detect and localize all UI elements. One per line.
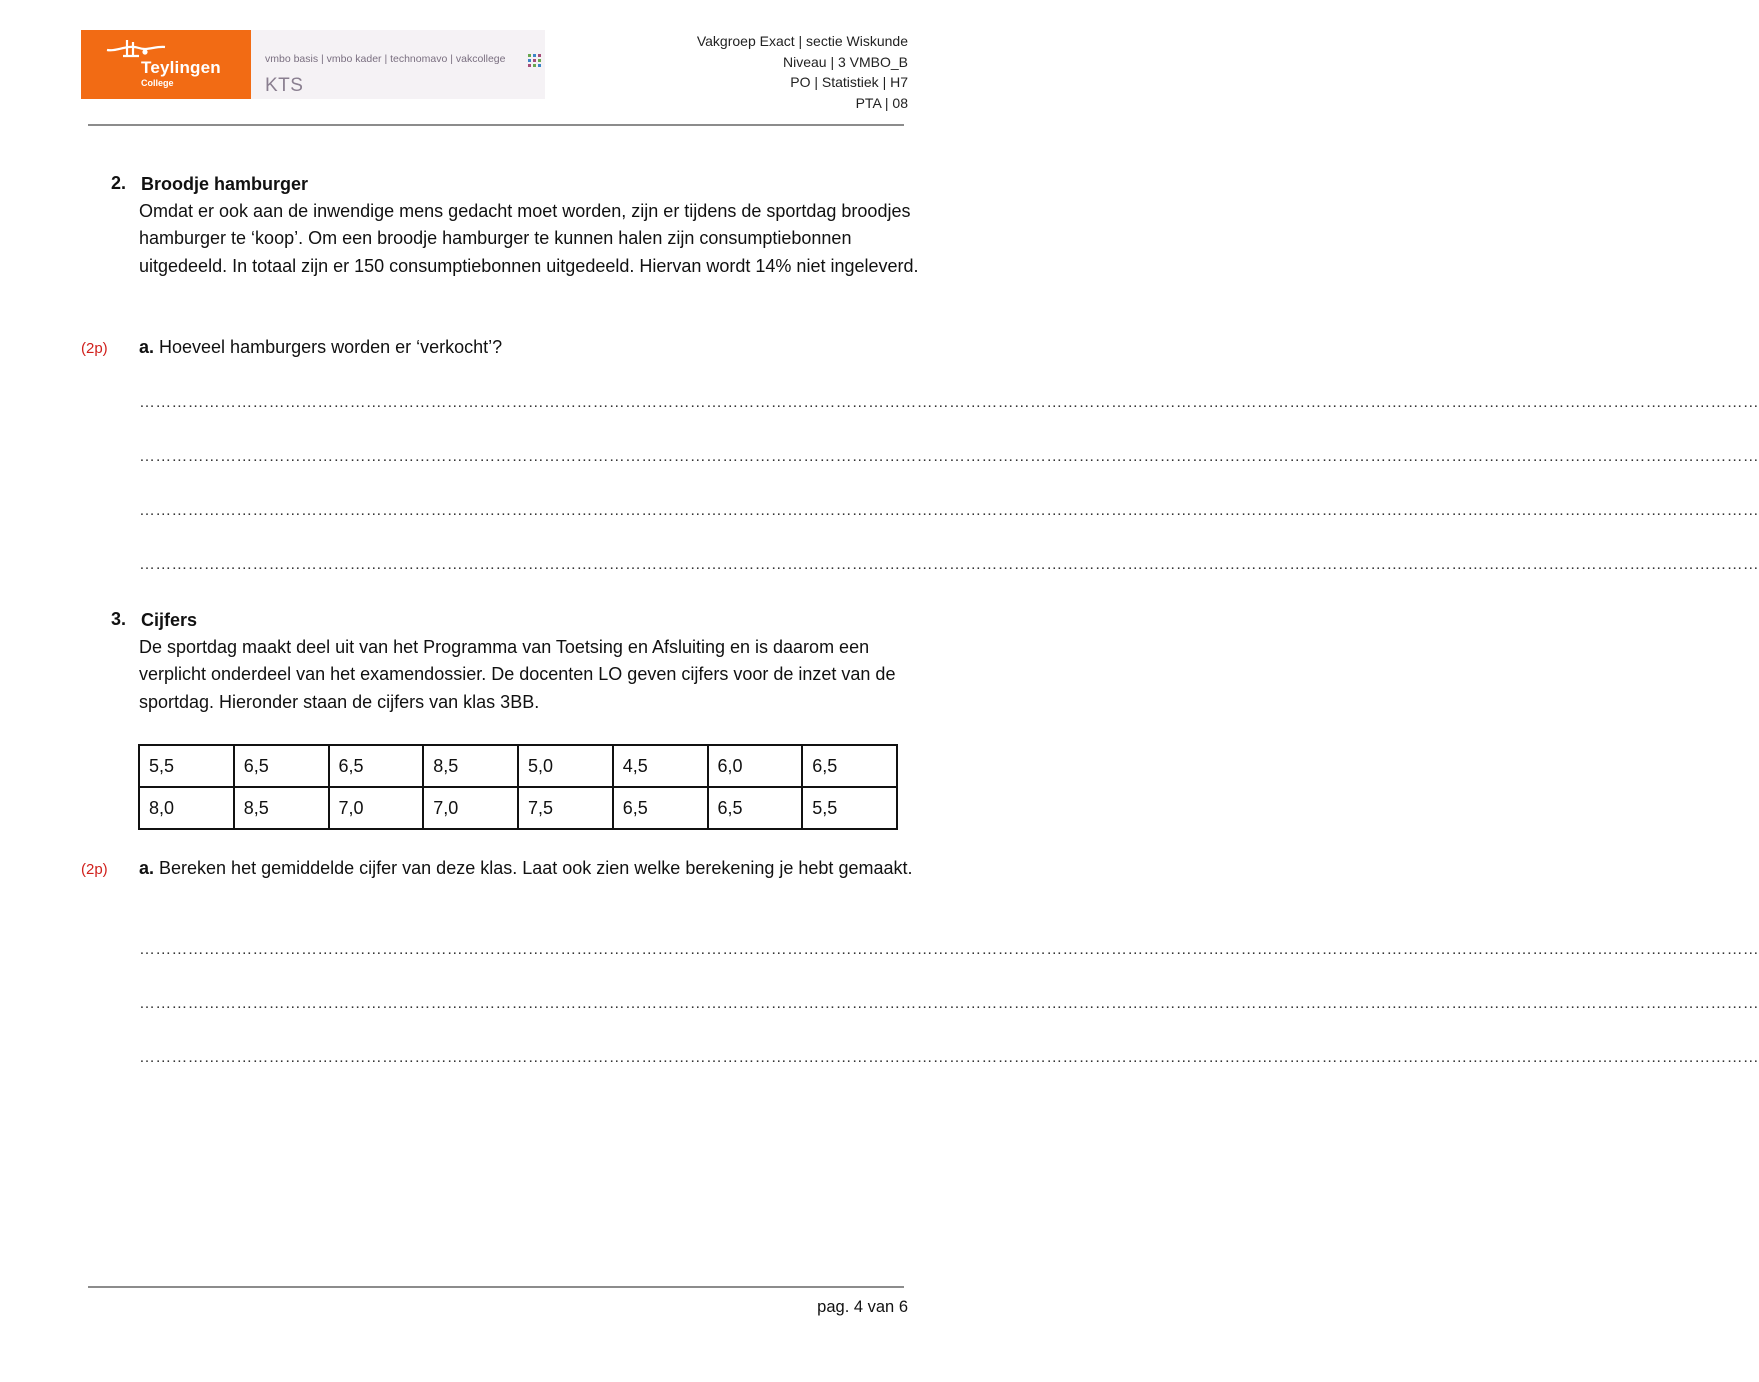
answer-line[interactable]: ………………………………………………………………………………………………………………………………………………………………………………………………………………………………………………………………………… <box>139 995 1759 1012</box>
grade-cell: 8,0 <box>139 787 234 829</box>
table-row <box>139 787 897 829</box>
grade-cell: 6,5 <box>613 787 708 829</box>
grade-cell: 6,5 <box>234 745 329 787</box>
meta-line: PTA | 08 <box>855 94 908 111</box>
answer-line[interactable]: ………………………………………………………………………………………………………………………………………………………………………………………………………………………………………………………………………… <box>139 448 1759 465</box>
question-number: 2. <box>111 173 127 193</box>
answer-line[interactable]: ………………………………………………………………………………………………………………………………………………………………………………………………………………………………………………………………………… <box>139 941 1759 958</box>
grade-cell: 6,5 <box>329 745 424 787</box>
answer-line[interactable]: ………………………………………………………………………………………………………………………………………………………………………………………………………………………………………………………………………… <box>139 394 1759 411</box>
header-meta <box>697 31 908 113</box>
question-title: Cijfers <box>141 610 198 630</box>
grade-cell: 7,5 <box>518 787 613 829</box>
meta-line: PO | Statistiek | H7 <box>790 74 908 91</box>
grade-cell: 8,5 <box>423 745 518 787</box>
grade-cell: 7,0 <box>423 787 518 829</box>
grade-cell: 4,5 <box>613 745 708 787</box>
meta-line: Niveau | 3 VMBO_B <box>782 53 908 70</box>
band-kts: KTS <box>265 75 304 96</box>
school-logo <box>81 30 251 99</box>
logo-name: Teylingen <box>141 58 221 77</box>
grade-cell: 6,5 <box>708 787 803 829</box>
grades-table <box>138 744 898 830</box>
answer-line[interactable]: ………………………………………………………………………………………………………………………………………………………………………………………………………………………………………………………………………… <box>139 556 1759 573</box>
answer-line[interactable]: ………………………………………………………………………………………………………………………………………………………………………………………………………………………………………………………………………… <box>139 1049 1759 1066</box>
points-label: (2p) <box>81 340 108 357</box>
sub-question-label: a. <box>139 858 155 878</box>
grade-cell: 6,5 <box>802 745 897 787</box>
grade-cell: 7,0 <box>329 787 424 829</box>
logo-sub: College <box>141 78 174 88</box>
header-divider <box>88 124 904 126</box>
points-label: (2p) <box>81 861 108 878</box>
sub-question <box>139 855 919 882</box>
question-title: Broodje hamburger <box>141 174 309 194</box>
teylingen-castle-icon <box>105 38 167 60</box>
grade-cell: 6,0 <box>708 745 803 787</box>
school-band <box>251 30 545 99</box>
grade-cell: 5,0 <box>518 745 613 787</box>
sub-question-text: Bereken het gemiddelde cijfer van deze klas. Laat ook zien welke berekening je hebt gemaakt. <box>154 858 913 878</box>
sub-question-text: Hoeveel hamburgers worden er ‘verkocht’? <box>154 337 503 357</box>
sub-question-label: a. <box>139 337 155 357</box>
table-row <box>139 745 897 787</box>
question-number: 3. <box>111 609 127 629</box>
question-body: Omdat er ook aan de inwendige mens gedacht moet worden, zijn er tijdens de sportdag broodjes hamburger te ‘koop’. Om een broodje hamburger te kunnen halen zijn consumptiebonnen uitgedeeld. In totaal zijn er 150 consumptiebonnen uitgedeeld. Hiervan wordt 14% niet ingeleverd. <box>139 201 919 276</box>
page-number: pag. 4 van 6 <box>817 1298 908 1316</box>
band-tagline: vmbo basis | vmbo kader | technomavo | vakcollege <box>265 53 506 65</box>
grade-cell: 5,5 <box>139 745 234 787</box>
dot-grid-icon <box>528 54 541 67</box>
grade-cell: 8,5 <box>234 787 329 829</box>
sub-question <box>139 334 919 361</box>
footer-divider <box>88 1286 904 1288</box>
meta-line: Vakgroep Exact | sectie Wiskunde <box>696 33 908 49</box>
answer-line[interactable]: ………………………………………………………………………………………………………………………………………………………………………………………………………………………………………………………………………… <box>139 502 1759 519</box>
question-body: De sportdag maakt deel uit van het Programma van Toetsing en Afsluiting en is daarom een verplicht onderdeel van het examendossier. De docenten LO geven cijfers voor de inzet van de sportdag. Hieronder staan de cijfers van klas 3BB. <box>139 637 896 712</box>
grade-cell: 5,5 <box>802 787 897 829</box>
